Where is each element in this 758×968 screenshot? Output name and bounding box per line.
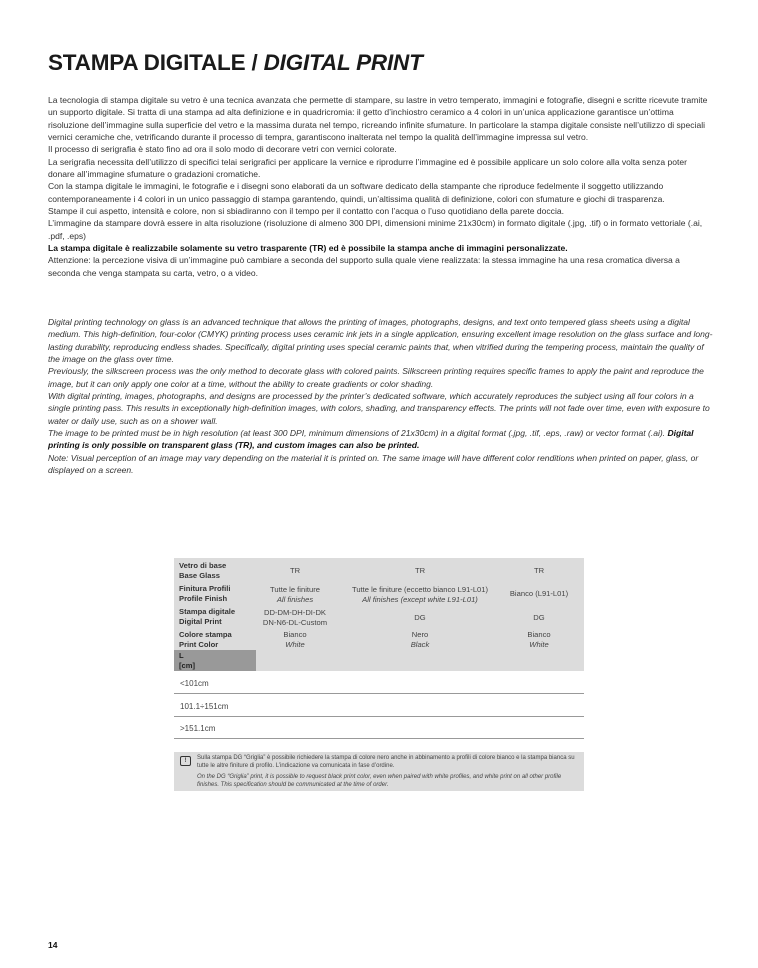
cell: Nero Black [410,630,430,649]
cell: TR [533,566,545,575]
cell: Tutte le finiture All finishes [270,585,320,604]
paragraph: Il processo di serigrafia è stato fino ad ora il solo modo di decorare vetri con vernici colorate. [48,144,397,155]
divider [174,716,584,717]
spec-table [174,558,584,671]
page-title [48,50,423,76]
cell: TR [289,566,301,575]
paragraph: La tecnologia di stampa digitale su vetro è una tecnica avanzata che permette di stampare, su lastre in vetro temperato, immagini e fotografie, disegni e scritte ricevute tramite un supporto digitale. Si tratta di una stampa ad alta definizione e in quadricromia: il getto d’inchiostro ceramico a 4 colori in un’unica applicazione garantisce un’ottima risoluzione dell’immagine sulla superficie del vetro e la massima durata nel tempo, ricreando infinite sfumature. In particolare la stampa digitale consiste nell’utilizzo di speciali vernici ceramiche che, vetrificando durante il processo di tempra, garantiscono inalterata nel tempo la qualità dell’immagine impressa sul vetro. [48,95,708,143]
title-main: STAMPA DIGITALE / [48,50,264,75]
cell: Bianco White [283,630,307,649]
note-italian: Sulla stampa DG “Griglia” è possibile richiedere la stampa di colore nero anche in abbinamento a profili di colore bianco e la stampa bianca su tutte le altre finiture di profilo. L’indicazione va comunicata in fase d’ordine. [197,755,575,770]
paragraph: Digital printing technology on glass is an advanced technique that allows the printing of images, photographs, designs, and text onto tempered glass sheets using a digital medium. This high-definition, four-color (CMYK) printing process uses ceramic ink jets in a single application, ensuring excellent image resolution on the glass surface and long-lasting durability, reproducing endless shades. Specifically, digital printing uses special ceramic paints that, when vitrified during the tempering process, maintain the quality of the image on the glass over time. [48,317,713,365]
paragraph: La serigrafia necessita dell’utilizzo di specifici telai serigrafici per applicare la vernice e riprodurre l’immagine ed è possibile applicare un solo colore alla volta senza poter donare all’immagine sfumature o gradazioni cromatiche. [48,156,687,180]
paragraph: L’immagine da stampare dovrà essere in alta risoluzione (risoluzione di almeno 300 DPI, dimensioni minime 21x30cm) in formato digitale (.jpg, .tif) o in formato vettoriale (.ai, .pdf, .eps) [48,218,703,241]
note-english: On the DG “Griglia” print, it is possible to request black print color, even when paired with white profiles, and white print on all other profile finishes. This specification should be communicated at the time of order. [197,774,562,789]
cell: DD-DM-DH-DI-DK DN-N6-DL-Custom [262,608,328,627]
title-italic: DIGITAL PRINT [263,50,423,75]
length-row: 101.1÷151cm [180,702,229,711]
page-number: 14 [48,940,58,950]
length-row: <101cm [180,679,209,688]
paragraph: Attenzione: la percezione visiva di un’immagine può cambiare a seconda del supporto sulla quale viene realizzata: la stessa immagine ha una resa cromatica diversa a seconda che venga stampata su carta, vetro, o a video. [48,255,680,278]
italian-text [48,94,714,279]
bold-paragraph: La stampa digitale è realizzabile solamente su vetro trasparente (TR) ed è possibile la stampa anche di immagini personalizzate. [48,243,568,254]
bold-sentence: Digital printing is only possible on transparent glass (TR), and custom images can also be printed. [48,428,694,451]
warning-speech-icon: ! [180,756,191,766]
cell: Bianco White [527,630,551,649]
header-column [174,558,256,671]
cell: DG [414,613,426,622]
note-box [174,752,584,791]
header-cell: Finitura Profili Profile Finish [179,584,231,603]
header-cell: Stampa digitale Digital Print [179,607,236,626]
length-header: L [cm] [174,650,256,671]
paragraph: Con la stampa digitale le immagini, le fotografie e i disegni sono elaborati da un software dedicato della stampante che riproduce fedelmente il soggetto utilizzando contemporaneamente i 4 colori in un unico passaggio di stampa garantendo, quindi, un’altissima qualità di definizione, colori con sfumature e giochi di trasparenza. [48,181,665,204]
paragraph: With digital printing, images, photographs, and designs are processed by the printer’s dedicated software, which accurately reproduces the subject using all four colors in a single printing pass. This results in exceptionally high-definition images, with colors, shading, and transparency effects. The prints will not fade over time, even with exposure to water or daily use, such as on a shower wall. [48,391,710,426]
length-row: >151.1cm [180,724,216,733]
paragraph: Previously, the silkscreen process was the only method to decorate glass with colored paints. Silkscreen printing requires specific frames to apply the paint and reproduce the image, but it can only apply one color at a time, without the ability to create gradients or color shading. [48,366,704,389]
paragraph: Note: Visual perception of an image may vary depending on the material it is printed on. The same image will have different color renditions when printed on paper, glass, or displayed on a screen. [48,452,699,476]
divider [174,738,584,739]
english-text [48,316,714,476]
divider [174,693,584,694]
cell: TR [414,566,426,575]
paragraph: Stampe il cui aspetto, intensità e colore, non si sbiadiranno con il tempo per il contatto con l’acqua o l’uso quotidiano della parete doccia. [48,206,564,217]
header-cell: Vetro di base Base Glass [179,561,227,580]
cell: Tutte le finiture (eccetto bianco L91-L01) All finishes (except white L91-L01) [351,585,489,604]
cell: Bianco (L91-L01) [509,589,569,598]
cell: DG [533,613,545,622]
header-cell: Colore stampa Print Color [179,630,232,649]
paragraph: The image to be printed must be in high resolution (at least 300 DPI, minimum dimensions of 21x30cm) in a digital format (.jpg, .tif, .eps, .raw) or vector format (.ai). [48,428,666,439]
